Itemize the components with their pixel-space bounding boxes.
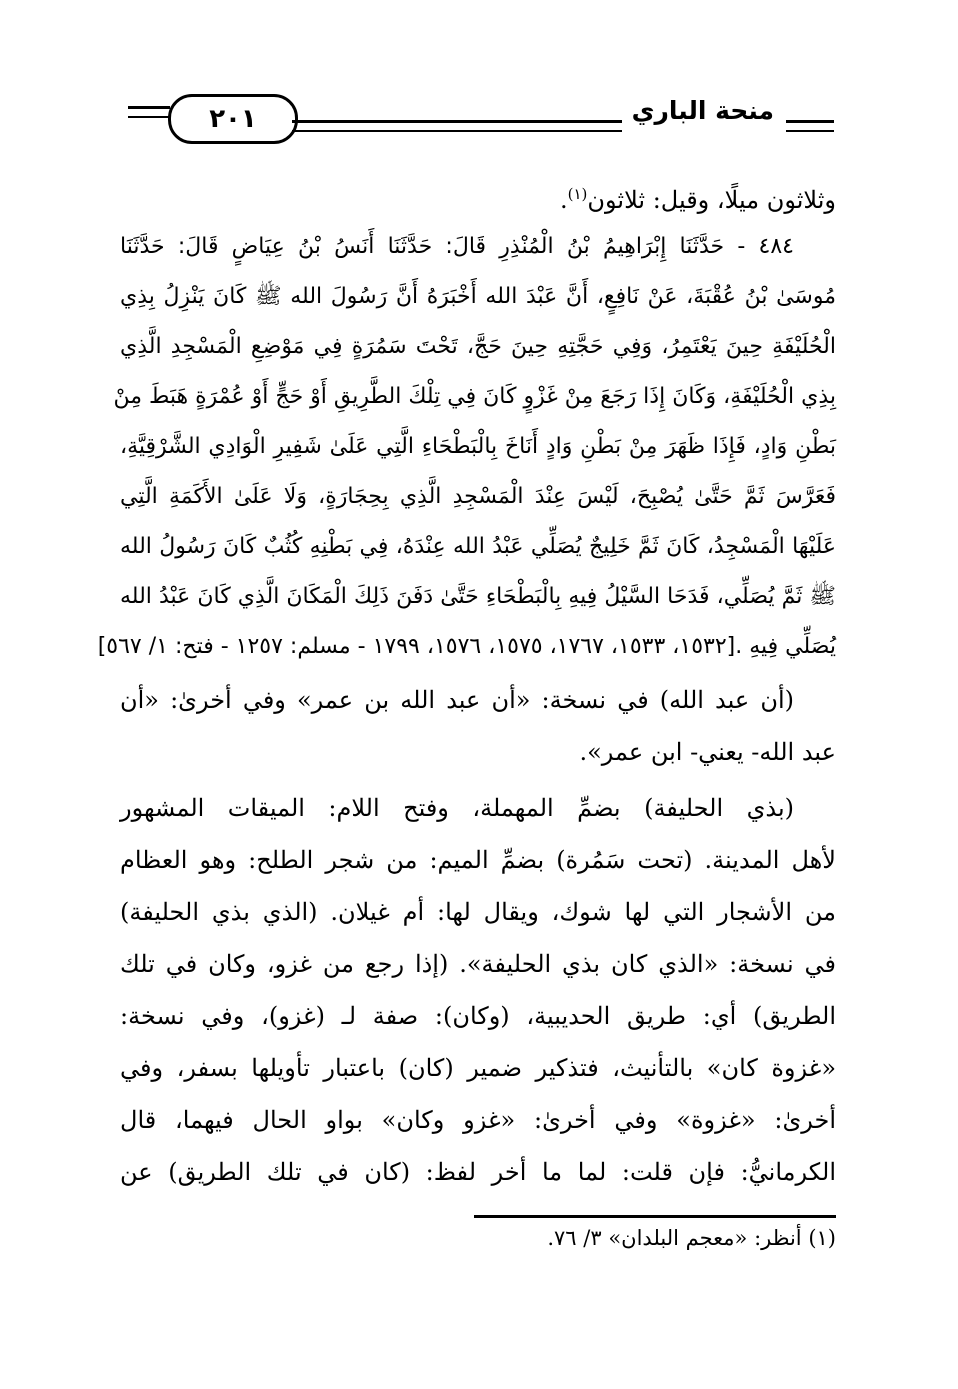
intro-end: . [559, 186, 568, 214]
header-rule-middle-bottom [292, 130, 622, 132]
page-number [168, 94, 298, 144]
header-rule-middle-top [292, 120, 622, 123]
header-rule-right-bottom [786, 130, 834, 132]
header-rule-right-top [786, 120, 834, 123]
intro-text: وثلاثون ميلًا، وقيل: ثلاثون [587, 186, 836, 214]
page-number-text: ٢٠١ [209, 104, 257, 134]
commentary-paragraph-1 [120, 674, 836, 778]
hadith-line: فَعَرَّسَ ثَمَّ حَتَّىٰ يُصْبِحَ، لَيْسَ عِنْدَ الْمَسْجِدِ الَّذِي بِحِجَارَةٍ، وَلَا عَلَىٰ الأَكَمَةِ الَّتِي [120, 484, 836, 509]
commentary-line: لأهل المدينة. (تحت سَمُرة) بضمِّ الميم: من شجر الطلح: وهو العظام [120, 846, 836, 874]
footnote-separator [474, 1215, 836, 1218]
hadith-line: مُوسَىٰ بْنُ عُقْبَةَ، عَنْ نَافِعٍ، أَنَّ عَبْدَ الله أَخْبَرَهُ أَنَّ رَسُولَ الله ﷺ كَانَ يَنْزِلُ بِذِي [120, 284, 836, 309]
commentary-line: الكرمانيُّ: فإن قلت: لما ما أخر لفظ: (كان في تلك الطريق) عن [120, 1158, 836, 1186]
commentary-line: الطريق) أي: طريق الحديبية، (وكان): صفة لـ (غزو)، وفي نسخة: [120, 1002, 836, 1030]
intro-paragraph [120, 168, 836, 220]
hadith-line: ٤٨٤ - حَدَّثَنَا إِبْرَاهِيمُ بْنُ الْمُنْذِرِ قَالَ: حَدَّثَنَا أَنَسُ بْنُ عِيَاضٍ قَالَ: حَدَّثَنَا [120, 234, 794, 259]
hadith-line: عَلَيْهَا الْمَسْجِدُ، كَانَ ثَمَّ خَلِيجٌ يُصَلِّي عَبْدُ الله عِنْدَهُ، فِي بَطْنِهِ كُثُبٌ كَانَ رَسُولُ الله [120, 534, 836, 559]
commentary-paragraph-2 [120, 782, 836, 1198]
intro-line [120, 168, 836, 220]
hadith-484 [97, 222, 836, 672]
hadith-line: الْحُلَيْفَةِ حِينَ يَعْتَمِرُ، وَفِي حَجَّتِهِ حِينَ حَجَّ، تَحْتَ سَمُرَةٍ فِي مَوْضِعِ الْمَسْجِدِ الَّذِي [120, 334, 836, 359]
commentary-line: (بذي الحليفة) بضمِّ المهملة، وفتح اللام: الميقات المشهور [120, 794, 794, 822]
commentary-line: من الأشجار التي لها شوك، ويقال لها: أم غيلان. (الذي بذي الحليفة) [120, 898, 837, 926]
footnote: (١) أنظر: «معجم البلدان» ٣/ ٧٦. [547, 1226, 836, 1250]
hadith-references: يُصَلِّي فِيهِ .[١٥٣٢، ١٥٣٣، ١٧٦٧، ١٥٧٥، ١٥٧٦، ١٧٩٩ - مسلم: ١٢٥٧ - فتح: ١/ ٥٦٧] [97, 634, 836, 659]
commentary-line: أخرىٰ: «غزوة» وفي أخرىٰ: «غزو وكان» بواو الحال فيهما، قال [120, 1106, 836, 1134]
commentary-line: عبد الله- يعني- ابن عمر». [579, 738, 836, 766]
header-rule-left-bottom [128, 116, 170, 118]
running-title: منحة الباري [631, 96, 774, 125]
commentary-line: في نسخة: «الذي كان بذي الحليفة». (إذا رجع من غزو، وكان في تلك [120, 950, 836, 978]
commentary-line: (أن عبد الله) في نسخة: «أن عبد الله بن عمر» وفي أخرىٰ: «أن [120, 686, 794, 714]
hadith-line: بَطْنِ وَادٍ، فَإِذَا ظَهَرَ مِنْ بَطْنِ وَادٍ أَنَاخَ بِالْبَطْحَاءِ الَّتِي عَلَىٰ شَفِيرِ الْوَادِي الشَّرْقِيَّةِ، [120, 434, 836, 459]
hadith-line: بِذِي الْحُلَيْفَةِ، وَكَانَ إِذَا رَجَعَ مِنْ غَزْوٍ كَانَ فِي تِلْكَ الطَّرِيقِ أَوْ حَجٍّ أَوْ عُمْرَةٍ هَبَطَ مِنْ [113, 384, 836, 409]
page-header [128, 88, 834, 150]
footnote-reference: (١) [567, 185, 588, 203]
commentary-line: «غزوة كان» بالتأنيث، فتذكير ضمير (كان) باعتبار تأويلها بسفر، وفي [120, 1054, 836, 1082]
header-rule-left-top [128, 106, 170, 109]
hadith-line: ﷺ ثَمَّ يُصَلِّي، فَدَحَا السَّيْلُ فِيهِ بِالْبَطْحَاءِ حَتَّىٰ دَفَنَ ذَلِكَ الْمَكَانَ الَّذِي كَانَ عَبْدُ الله [120, 584, 836, 609]
